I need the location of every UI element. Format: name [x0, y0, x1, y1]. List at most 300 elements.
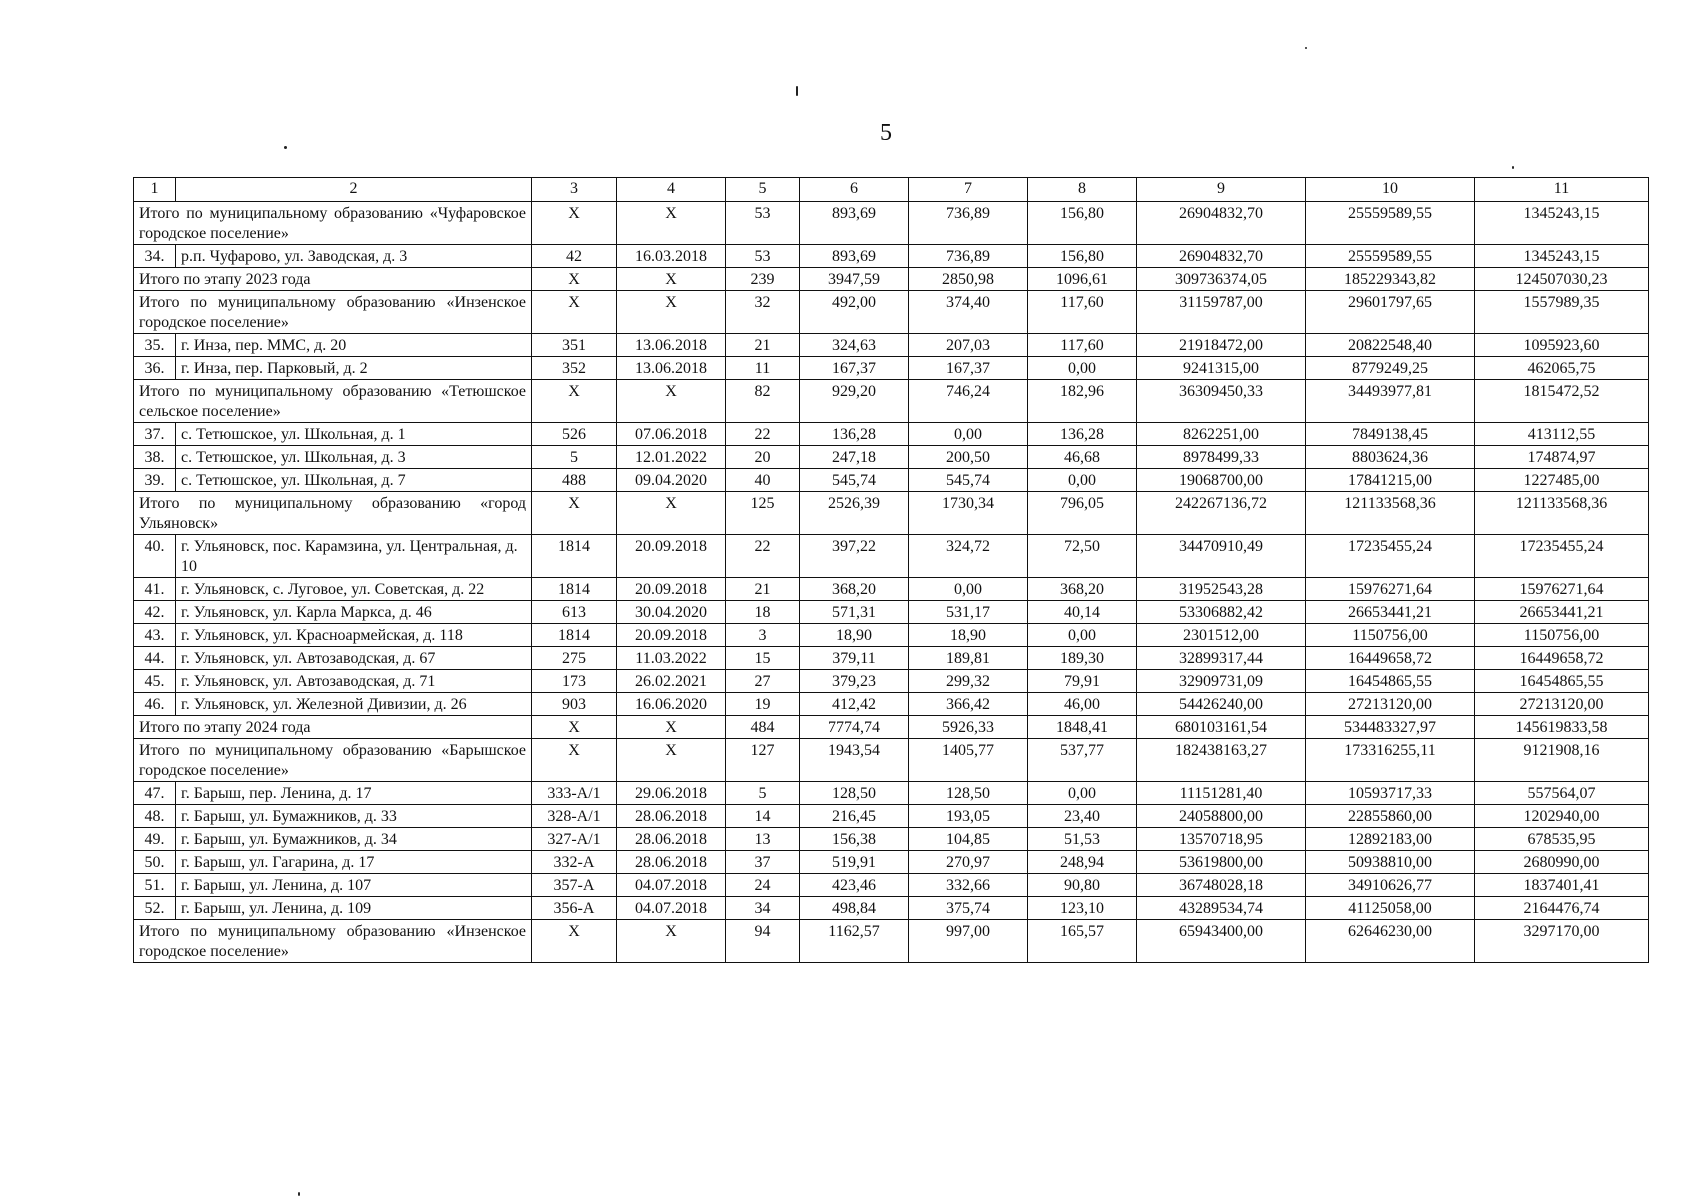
cost-fund-cell: 1150756,00: [1306, 624, 1475, 647]
building-number-cell: 173: [532, 670, 617, 693]
count-cell: 32: [726, 291, 800, 334]
area-total-cell: 519,91: [800, 851, 909, 874]
building-number-cell: Х: [532, 380, 617, 423]
area-residential-cell: 746,24: [909, 380, 1028, 423]
count-cell: 14: [726, 805, 800, 828]
count-cell: 484: [726, 716, 800, 739]
cost-total-cell: 26904832,70: [1137, 245, 1306, 268]
cost-fund-cell: 16454865,55: [1306, 670, 1475, 693]
cost-fund-cell: 8803624,36: [1306, 446, 1475, 469]
address-cell: г. Барыш, пер. Ленина, д. 17: [176, 782, 532, 805]
column-number: 2: [176, 178, 532, 202]
table-row: [134, 851, 1649, 874]
total-row: [134, 268, 1649, 291]
cost-budget-cell: 17235455,24: [1475, 535, 1649, 578]
date-cell: Х: [617, 380, 726, 423]
row-number: 40.: [134, 535, 176, 578]
building-number-cell: Х: [532, 202, 617, 245]
row-number: 37.: [134, 423, 176, 446]
data-table: [133, 177, 1649, 963]
building-number-cell: 357-А: [532, 874, 617, 897]
building-number-cell: 488: [532, 469, 617, 492]
address-cell: г. Барыш, ул. Бумажников, д. 33: [176, 805, 532, 828]
count-cell: 53: [726, 202, 800, 245]
count-cell: 40: [726, 469, 800, 492]
total-row: [134, 920, 1649, 963]
area-nonresidential-cell: 537,77: [1028, 739, 1137, 782]
cost-total-cell: 11151281,40: [1137, 782, 1306, 805]
building-number-cell: Х: [532, 291, 617, 334]
total-label: Итого по муниципальному образованию «Тетюшское сельское поселение»: [134, 380, 532, 423]
building-number-cell: Х: [532, 268, 617, 291]
count-cell: 125: [726, 492, 800, 535]
date-cell: 04.07.2018: [617, 874, 726, 897]
cost-budget-cell: 9121908,16: [1475, 739, 1649, 782]
table-row: [134, 469, 1649, 492]
address-cell: с. Тетюшское, ул. Школьная, д. 7: [176, 469, 532, 492]
date-cell: 26.02.2021: [617, 670, 726, 693]
row-number: 43.: [134, 624, 176, 647]
table-row: [134, 446, 1649, 469]
address-cell: с. Тетюшское, ул. Школьная, д. 1: [176, 423, 532, 446]
table-row: [134, 647, 1649, 670]
column-number: 7: [909, 178, 1028, 202]
cost-fund-cell: 7849138,45: [1306, 423, 1475, 446]
cost-fund-cell: 10593717,33: [1306, 782, 1475, 805]
cost-fund-cell: 41125058,00: [1306, 897, 1475, 920]
count-cell: 24: [726, 874, 800, 897]
building-number-cell: 526: [532, 423, 617, 446]
row-number: 35.: [134, 334, 176, 357]
cost-total-cell: 9241315,00: [1137, 357, 1306, 380]
count-cell: 94: [726, 920, 800, 963]
count-cell: 21: [726, 334, 800, 357]
area-residential-cell: 1405,77: [909, 739, 1028, 782]
row-number: 36.: [134, 357, 176, 380]
table-row: [134, 423, 1649, 446]
column-number: 5: [726, 178, 800, 202]
area-nonresidential-cell: 51,53: [1028, 828, 1137, 851]
row-number: 50.: [134, 851, 176, 874]
area-residential-cell: 189,81: [909, 647, 1028, 670]
date-cell: 20.09.2018: [617, 624, 726, 647]
date-cell: 11.03.2022: [617, 647, 726, 670]
table-row: [134, 334, 1649, 357]
area-total-cell: 216,45: [800, 805, 909, 828]
cost-budget-cell: 557564,07: [1475, 782, 1649, 805]
cost-fund-cell: 121133568,36: [1306, 492, 1475, 535]
cost-fund-cell: 34910626,77: [1306, 874, 1475, 897]
area-total-cell: 397,22: [800, 535, 909, 578]
row-number: 52.: [134, 897, 176, 920]
area-nonresidential-cell: 0,00: [1028, 624, 1137, 647]
date-cell: 16.03.2018: [617, 245, 726, 268]
area-residential-cell: 736,89: [909, 245, 1028, 268]
cost-fund-cell: 26653441,21: [1306, 601, 1475, 624]
cost-total-cell: 54426240,00: [1137, 693, 1306, 716]
count-cell: 34: [726, 897, 800, 920]
cost-fund-cell: 34493977,81: [1306, 380, 1475, 423]
address-cell: г. Барыш, ул. Ленина, д. 107: [176, 874, 532, 897]
cost-total-cell: 36748028,18: [1137, 874, 1306, 897]
cost-total-cell: 2301512,00: [1137, 624, 1306, 647]
building-number-cell: 327-А/1: [532, 828, 617, 851]
area-nonresidential-cell: 23,40: [1028, 805, 1137, 828]
total-label: Итого по муниципальному образованию «Инзенское городское поселение»: [134, 291, 532, 334]
area-total-cell: 2526,39: [800, 492, 909, 535]
area-total-cell: 492,00: [800, 291, 909, 334]
building-number-cell: Х: [532, 920, 617, 963]
date-cell: Х: [617, 492, 726, 535]
cost-total-cell: 32909731,09: [1137, 670, 1306, 693]
cost-budget-cell: 462065,75: [1475, 357, 1649, 380]
scan-speck: [796, 86, 798, 96]
cost-fund-cell: 8779249,25: [1306, 357, 1475, 380]
date-cell: Х: [617, 268, 726, 291]
row-number: 45.: [134, 670, 176, 693]
date-cell: Х: [617, 739, 726, 782]
column-number: 3: [532, 178, 617, 202]
address-cell: г. Инза, пер. Парковый, д. 2: [176, 357, 532, 380]
building-number-cell: 332-А: [532, 851, 617, 874]
cost-total-cell: 242267136,72: [1137, 492, 1306, 535]
cost-fund-cell: 50938810,00: [1306, 851, 1475, 874]
table-row: [134, 624, 1649, 647]
area-total-cell: 423,46: [800, 874, 909, 897]
table-row: [134, 782, 1649, 805]
cost-budget-cell: 1150756,00: [1475, 624, 1649, 647]
address-cell: с. Тетюшское, ул. Школьная, д. 3: [176, 446, 532, 469]
page-number: 5: [880, 120, 892, 146]
area-total-cell: 379,11: [800, 647, 909, 670]
area-residential-cell: 104,85: [909, 828, 1028, 851]
building-number-cell: 352: [532, 357, 617, 380]
area-nonresidential-cell: 189,30: [1028, 647, 1137, 670]
table-row: [134, 578, 1649, 601]
area-nonresidential-cell: 123,10: [1028, 897, 1137, 920]
building-number-cell: 5: [532, 446, 617, 469]
area-residential-cell: 736,89: [909, 202, 1028, 245]
table-row: [134, 535, 1649, 578]
date-cell: 13.06.2018: [617, 357, 726, 380]
area-total-cell: 379,23: [800, 670, 909, 693]
scan-speck: [1512, 166, 1514, 169]
area-total-cell: 368,20: [800, 578, 909, 601]
cost-total-cell: 680103161,54: [1137, 716, 1306, 739]
address-cell: г. Ульяновск, ул. Карла Маркса, д. 46: [176, 601, 532, 624]
cost-fund-cell: 16449658,72: [1306, 647, 1475, 670]
area-residential-cell: 332,66: [909, 874, 1028, 897]
area-nonresidential-cell: 156,80: [1028, 245, 1137, 268]
area-nonresidential-cell: 46,00: [1028, 693, 1137, 716]
cost-budget-cell: 1557989,35: [1475, 291, 1649, 334]
area-total-cell: 324,63: [800, 334, 909, 357]
cost-budget-cell: 1202940,00: [1475, 805, 1649, 828]
cost-total-cell: 36309450,33: [1137, 380, 1306, 423]
area-nonresidential-cell: 117,60: [1028, 291, 1137, 334]
cost-total-cell: 26904832,70: [1137, 202, 1306, 245]
area-residential-cell: 207,03: [909, 334, 1028, 357]
area-residential-cell: 375,74: [909, 897, 1028, 920]
table-row: [134, 897, 1649, 920]
address-cell: г. Инза, пер. ММС, д. 20: [176, 334, 532, 357]
area-residential-cell: 200,50: [909, 446, 1028, 469]
row-number: 47.: [134, 782, 176, 805]
scan-speck: [1305, 47, 1307, 49]
building-number-cell: 613: [532, 601, 617, 624]
area-total-cell: 1162,57: [800, 920, 909, 963]
count-cell: 18: [726, 601, 800, 624]
date-cell: Х: [617, 920, 726, 963]
column-number: 8: [1028, 178, 1137, 202]
cost-budget-cell: 16449658,72: [1475, 647, 1649, 670]
area-residential-cell: 270,97: [909, 851, 1028, 874]
address-cell: г. Ульяновск, ул. Автозаводская, д. 67: [176, 647, 532, 670]
area-nonresidential-cell: 1848,41: [1028, 716, 1137, 739]
cost-total-cell: 182438163,27: [1137, 739, 1306, 782]
table-row: [134, 245, 1649, 268]
table-row: [134, 828, 1649, 851]
total-label: Итого по муниципальному образованию «город Ульяновск»: [134, 492, 532, 535]
building-number-cell: 1814: [532, 535, 617, 578]
table-row: [134, 601, 1649, 624]
row-number: 49.: [134, 828, 176, 851]
area-total-cell: 545,74: [800, 469, 909, 492]
area-residential-cell: 545,74: [909, 469, 1028, 492]
building-number-cell: 328-А/1: [532, 805, 617, 828]
cost-total-cell: 31159787,00: [1137, 291, 1306, 334]
area-total-cell: 7774,74: [800, 716, 909, 739]
scan-speck: [298, 1192, 300, 1196]
count-cell: 22: [726, 535, 800, 578]
area-nonresidential-cell: 0,00: [1028, 469, 1137, 492]
cost-fund-cell: 62646230,00: [1306, 920, 1475, 963]
area-nonresidential-cell: 165,57: [1028, 920, 1137, 963]
building-number-cell: 351: [532, 334, 617, 357]
area-nonresidential-cell: 40,14: [1028, 601, 1137, 624]
count-cell: 19: [726, 693, 800, 716]
area-total-cell: 167,37: [800, 357, 909, 380]
date-cell: Х: [617, 202, 726, 245]
area-residential-cell: 5926,33: [909, 716, 1028, 739]
cost-budget-cell: 413112,55: [1475, 423, 1649, 446]
row-number: 48.: [134, 805, 176, 828]
cost-budget-cell: 1815472,52: [1475, 380, 1649, 423]
cost-total-cell: 65943400,00: [1137, 920, 1306, 963]
area-residential-cell: 366,42: [909, 693, 1028, 716]
area-residential-cell: 18,90: [909, 624, 1028, 647]
total-label: Итого по муниципальному образованию «Барышское городское поселение»: [134, 739, 532, 782]
cost-budget-cell: 678535,95: [1475, 828, 1649, 851]
date-cell: 29.06.2018: [617, 782, 726, 805]
table-row: [134, 874, 1649, 897]
cost-fund-cell: 185229343,82: [1306, 268, 1475, 291]
count-cell: 82: [726, 380, 800, 423]
total-label: Итого по этапу 2023 года: [134, 268, 532, 291]
cost-budget-cell: 121133568,36: [1475, 492, 1649, 535]
count-cell: 239: [726, 268, 800, 291]
cost-total-cell: 24058800,00: [1137, 805, 1306, 828]
cost-fund-cell: 173316255,11: [1306, 739, 1475, 782]
date-cell: 16.06.2020: [617, 693, 726, 716]
cost-budget-cell: 1345243,15: [1475, 202, 1649, 245]
cost-fund-cell: 12892183,00: [1306, 828, 1475, 851]
count-cell: 3: [726, 624, 800, 647]
column-number: 11: [1475, 178, 1649, 202]
total-label: Итого по этапу 2024 года: [134, 716, 532, 739]
count-cell: 20: [726, 446, 800, 469]
cost-total-cell: 43289534,74: [1137, 897, 1306, 920]
date-cell: 30.04.2020: [617, 601, 726, 624]
area-residential-cell: 2850,98: [909, 268, 1028, 291]
date-cell: 28.06.2018: [617, 805, 726, 828]
date-cell: 13.06.2018: [617, 334, 726, 357]
table-row: [134, 805, 1649, 828]
table-row: [134, 357, 1649, 380]
total-row: [134, 202, 1649, 245]
cost-budget-cell: 145619833,58: [1475, 716, 1649, 739]
cost-budget-cell: 2164476,74: [1475, 897, 1649, 920]
cost-total-cell: 31952543,28: [1137, 578, 1306, 601]
building-number-cell: Х: [532, 739, 617, 782]
total-row: [134, 291, 1649, 334]
cost-fund-cell: 29601797,65: [1306, 291, 1475, 334]
cost-budget-cell: 2680990,00: [1475, 851, 1649, 874]
area-residential-cell: 193,05: [909, 805, 1028, 828]
address-cell: г. Ульяновск, ул. Железной Дивизии, д. 26: [176, 693, 532, 716]
cost-total-cell: 8978499,33: [1137, 446, 1306, 469]
date-cell: 28.06.2018: [617, 851, 726, 874]
column-number: 10: [1306, 178, 1475, 202]
cost-total-cell: 53619800,00: [1137, 851, 1306, 874]
area-residential-cell: 324,72: [909, 535, 1028, 578]
cost-total-cell: 8262251,00: [1137, 423, 1306, 446]
address-cell: г. Ульяновск, ул. Автозаводская, д. 71: [176, 670, 532, 693]
cost-fund-cell: 534483327,97: [1306, 716, 1475, 739]
area-residential-cell: 0,00: [909, 578, 1028, 601]
count-cell: 53: [726, 245, 800, 268]
cost-budget-cell: 3297170,00: [1475, 920, 1649, 963]
area-total-cell: 412,42: [800, 693, 909, 716]
date-cell: 04.07.2018: [617, 897, 726, 920]
row-number: 34.: [134, 245, 176, 268]
date-cell: 07.06.2018: [617, 423, 726, 446]
cost-fund-cell: 17235455,24: [1306, 535, 1475, 578]
cost-total-cell: 21918472,00: [1137, 334, 1306, 357]
count-cell: 11: [726, 357, 800, 380]
building-number-cell: 1814: [532, 578, 617, 601]
area-residential-cell: 997,00: [909, 920, 1028, 963]
area-residential-cell: 299,32: [909, 670, 1028, 693]
area-total-cell: 893,69: [800, 202, 909, 245]
count-cell: 27: [726, 670, 800, 693]
address-cell: р.п. Чуфарово, ул. Заводская, д. 3: [176, 245, 532, 268]
cost-budget-cell: 1345243,15: [1475, 245, 1649, 268]
area-total-cell: 136,28: [800, 423, 909, 446]
address-cell: г. Ульяновск, ул. Красноармейская, д. 118: [176, 624, 532, 647]
total-label: Итого по муниципальному образованию «Чуфаровское городское поселение»: [134, 202, 532, 245]
area-total-cell: 128,50: [800, 782, 909, 805]
area-nonresidential-cell: 72,50: [1028, 535, 1137, 578]
cost-total-cell: 32899317,44: [1137, 647, 1306, 670]
cost-fund-cell: 15976271,64: [1306, 578, 1475, 601]
table-body: [134, 178, 1649, 963]
date-cell: 12.01.2022: [617, 446, 726, 469]
total-row: [134, 716, 1649, 739]
total-row: [134, 739, 1649, 782]
cost-fund-cell: 25559589,55: [1306, 245, 1475, 268]
address-cell: г. Ульяновск, с. Луговое, ул. Советская, д. 22: [176, 578, 532, 601]
cost-budget-cell: 16454865,55: [1475, 670, 1649, 693]
area-nonresidential-cell: 136,28: [1028, 423, 1137, 446]
count-cell: 5: [726, 782, 800, 805]
date-cell: 20.09.2018: [617, 578, 726, 601]
area-total-cell: 498,84: [800, 897, 909, 920]
building-number-cell: 356-А: [532, 897, 617, 920]
area-residential-cell: 374,40: [909, 291, 1028, 334]
cost-budget-cell: 1837401,41: [1475, 874, 1649, 897]
table-row: [134, 670, 1649, 693]
row-number: 39.: [134, 469, 176, 492]
date-cell: 09.04.2020: [617, 469, 726, 492]
row-number: 42.: [134, 601, 176, 624]
count-cell: 21: [726, 578, 800, 601]
area-nonresidential-cell: 1096,61: [1028, 268, 1137, 291]
cost-total-cell: 53306882,42: [1137, 601, 1306, 624]
column-number-row: [134, 178, 1649, 202]
area-total-cell: 929,20: [800, 380, 909, 423]
area-nonresidential-cell: 0,00: [1028, 782, 1137, 805]
total-row: [134, 492, 1649, 535]
count-cell: 15: [726, 647, 800, 670]
area-nonresidential-cell: 156,80: [1028, 202, 1137, 245]
column-number: 9: [1137, 178, 1306, 202]
cost-budget-cell: 15976271,64: [1475, 578, 1649, 601]
area-nonresidential-cell: 248,94: [1028, 851, 1137, 874]
row-number: 41.: [134, 578, 176, 601]
scan-speck: [284, 146, 287, 149]
area-nonresidential-cell: 182,96: [1028, 380, 1137, 423]
date-cell: Х: [617, 291, 726, 334]
cost-budget-cell: 1095923,60: [1475, 334, 1649, 357]
count-cell: 37: [726, 851, 800, 874]
cost-fund-cell: 22855860,00: [1306, 805, 1475, 828]
column-number: 6: [800, 178, 909, 202]
area-total-cell: 3947,59: [800, 268, 909, 291]
cost-budget-cell: 174874,97: [1475, 446, 1649, 469]
address-cell: г. Ульяновск, пос. Карамзина, ул. Центральная, д. 10: [176, 535, 532, 578]
cost-budget-cell: 27213120,00: [1475, 693, 1649, 716]
area-residential-cell: 167,37: [909, 357, 1028, 380]
address-cell: г. Барыш, ул. Ленина, д. 109: [176, 897, 532, 920]
total-label: Итого по муниципальному образованию «Инзенское городское поселение»: [134, 920, 532, 963]
area-nonresidential-cell: 796,05: [1028, 492, 1137, 535]
cost-total-cell: 309736374,05: [1137, 268, 1306, 291]
cost-fund-cell: 25559589,55: [1306, 202, 1475, 245]
count-cell: 127: [726, 739, 800, 782]
area-residential-cell: 0,00: [909, 423, 1028, 446]
building-number-cell: Х: [532, 492, 617, 535]
area-total-cell: 247,18: [800, 446, 909, 469]
column-number: 1: [134, 178, 176, 202]
building-number-cell: 275: [532, 647, 617, 670]
building-number-cell: Х: [532, 716, 617, 739]
cost-fund-cell: 17841215,00: [1306, 469, 1475, 492]
area-nonresidential-cell: 90,80: [1028, 874, 1137, 897]
area-nonresidential-cell: 79,91: [1028, 670, 1137, 693]
area-residential-cell: 1730,34: [909, 492, 1028, 535]
table-row: [134, 693, 1649, 716]
